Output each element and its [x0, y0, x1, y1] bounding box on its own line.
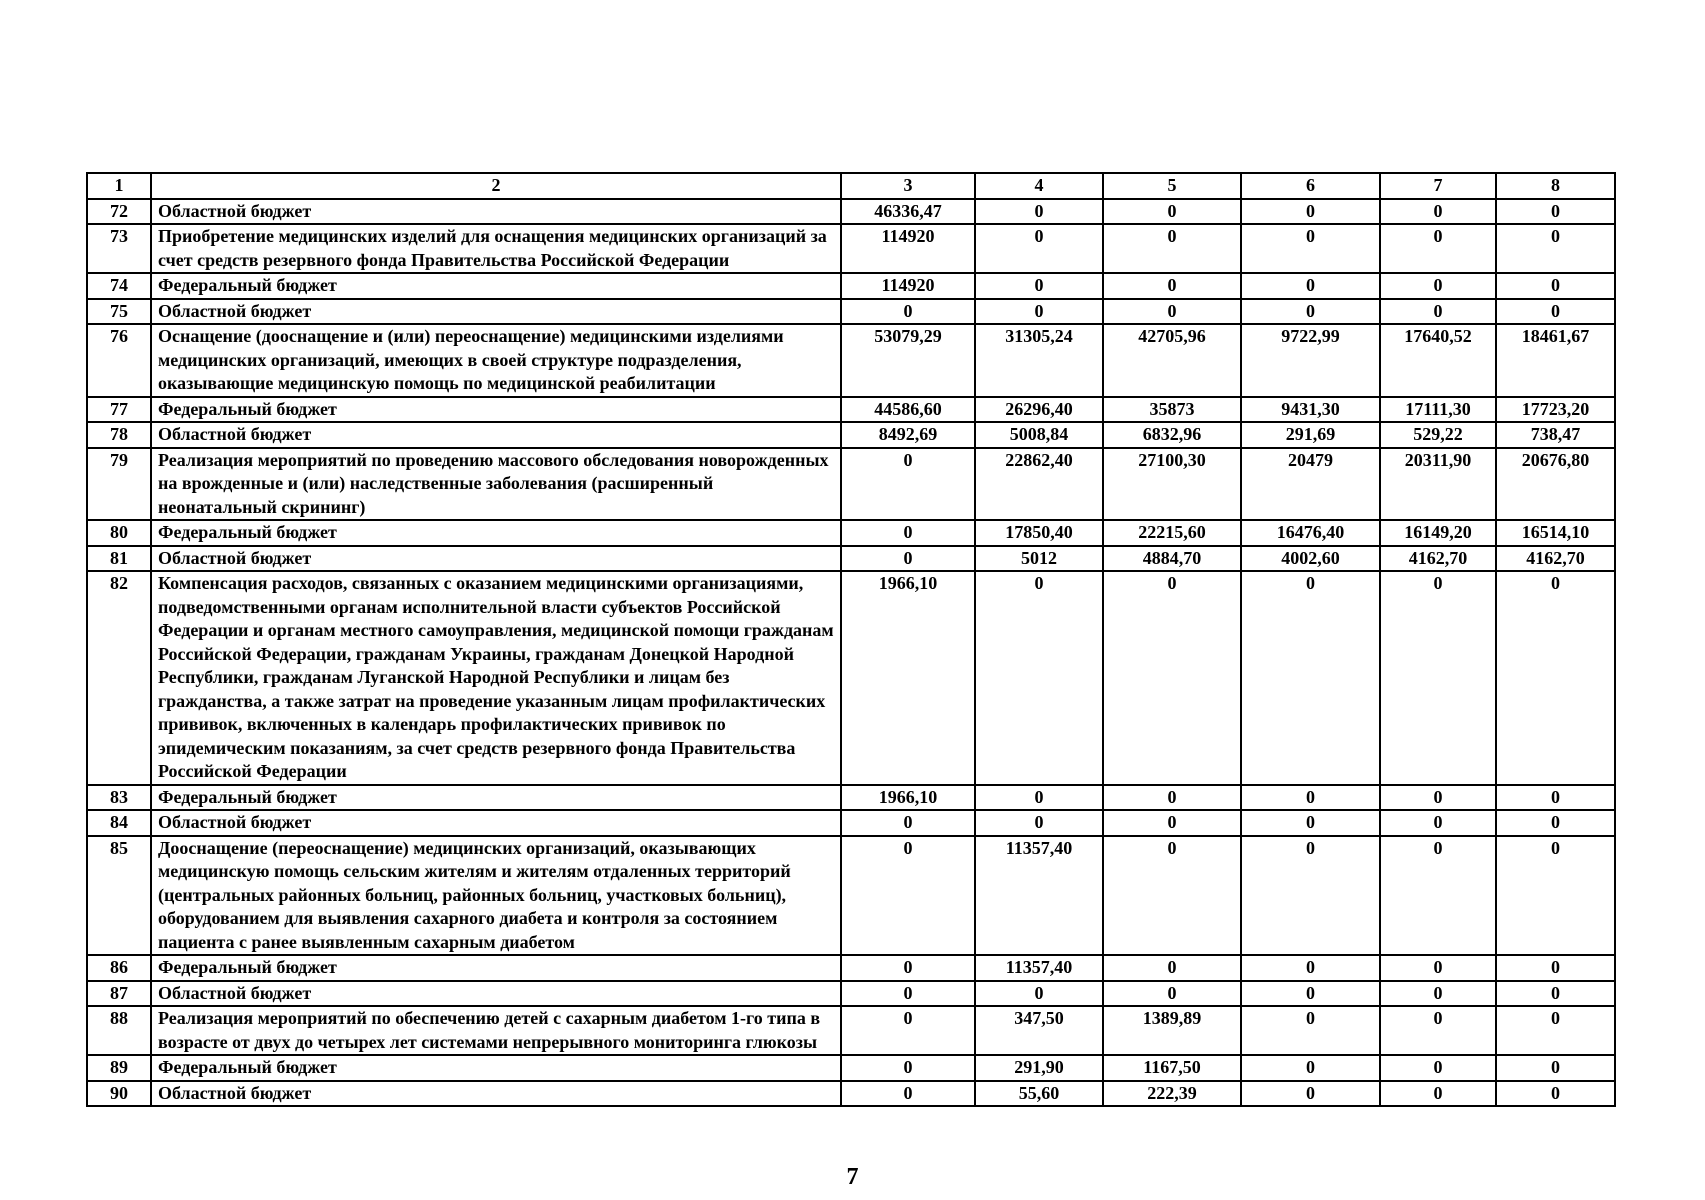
- value-cell: 0: [1496, 273, 1615, 299]
- row-number: 77: [87, 397, 151, 423]
- value-cell: 0: [1103, 571, 1241, 785]
- row-number: 83: [87, 785, 151, 811]
- row-number: 80: [87, 520, 151, 546]
- table-row: [87, 981, 1615, 1007]
- value-cell: 17111,30: [1380, 397, 1496, 423]
- table-row: [87, 448, 1615, 521]
- value-cell: 20676,80: [1496, 448, 1615, 521]
- value-cell: 6832,96: [1103, 422, 1241, 448]
- value-cell: 0: [841, 546, 975, 572]
- row-description: Федеральный бюджет: [151, 273, 841, 299]
- value-cell: 0: [1380, 955, 1496, 981]
- value-cell: 8492,69: [841, 422, 975, 448]
- value-cell: 0: [1241, 1055, 1380, 1081]
- header-cell: 2: [151, 173, 841, 199]
- table-row: [87, 571, 1615, 785]
- value-cell: 0: [841, 1006, 975, 1055]
- value-cell: 0: [975, 224, 1103, 273]
- row-description: Областной бюджет: [151, 199, 841, 225]
- value-cell: 4162,70: [1380, 546, 1496, 572]
- value-cell: 0: [1496, 571, 1615, 785]
- header-cell: 4: [975, 173, 1103, 199]
- value-cell: 0: [1496, 1055, 1615, 1081]
- value-cell: 738,47: [1496, 422, 1615, 448]
- value-cell: 17850,40: [975, 520, 1103, 546]
- value-cell: 0: [1241, 810, 1380, 836]
- value-cell: 291,90: [975, 1055, 1103, 1081]
- value-cell: 0: [841, 836, 975, 956]
- value-cell: 0: [1496, 785, 1615, 811]
- row-number: 81: [87, 546, 151, 572]
- row-description: Реализация мероприятий по обеспечению детей с сахарным диабетом 1-го типа в возрасте от двух до четырех лет системами непрерывного мониторинга глюкозы: [151, 1006, 841, 1055]
- value-cell: 0: [1380, 571, 1496, 785]
- row-description: Федеральный бюджет: [151, 520, 841, 546]
- table-row: [87, 546, 1615, 572]
- row-description: Федеральный бюджет: [151, 785, 841, 811]
- table-row: [87, 836, 1615, 956]
- value-cell: 0: [1241, 571, 1380, 785]
- value-cell: 347,50: [975, 1006, 1103, 1055]
- table-body: [87, 173, 1615, 1106]
- value-cell: 222,39: [1103, 1081, 1241, 1107]
- row-description: Федеральный бюджет: [151, 1055, 841, 1081]
- row-description: Дооснащение (переоснащение) медицинских организаций, оказывающих медицинскую помощь сельским жителям и жителям отдаленных территорий (центральных районных больниц, районных больниц, участковых больниц), оборудованием для выявления сахарного диабета и контроля за состоянием пациента с ранее выявленным сахарным диабетом: [151, 836, 841, 956]
- value-cell: 0: [1241, 836, 1380, 956]
- value-cell: 114920: [841, 224, 975, 273]
- value-cell: 1389,89: [1103, 1006, 1241, 1055]
- value-cell: 17640,52: [1380, 324, 1496, 397]
- header-cell: 3: [841, 173, 975, 199]
- value-cell: 0: [1496, 810, 1615, 836]
- header-cell: 8: [1496, 173, 1615, 199]
- row-description: Областной бюджет: [151, 422, 841, 448]
- value-cell: 0: [1241, 273, 1380, 299]
- value-cell: 0: [975, 571, 1103, 785]
- value-cell: 5012: [975, 546, 1103, 572]
- row-description: Областной бюджет: [151, 981, 841, 1007]
- value-cell: 0: [1380, 199, 1496, 225]
- value-cell: 0: [1103, 199, 1241, 225]
- value-cell: 529,22: [1380, 422, 1496, 448]
- value-cell: 0: [1103, 810, 1241, 836]
- value-cell: 46336,47: [841, 199, 975, 225]
- table-row: [87, 810, 1615, 836]
- value-cell: 0: [1496, 981, 1615, 1007]
- value-cell: 0: [1241, 1081, 1380, 1107]
- value-cell: 11357,40: [975, 836, 1103, 956]
- row-number: 76: [87, 324, 151, 397]
- header-cell: 5: [1103, 173, 1241, 199]
- value-cell: 0: [1103, 785, 1241, 811]
- header-cell: 1: [87, 173, 151, 199]
- table-row: [87, 199, 1615, 225]
- value-cell: 31305,24: [975, 324, 1103, 397]
- value-cell: 16149,20: [1380, 520, 1496, 546]
- table-row: [87, 273, 1615, 299]
- value-cell: 0: [975, 199, 1103, 225]
- value-cell: 1966,10: [841, 571, 975, 785]
- value-cell: 0: [1103, 981, 1241, 1007]
- value-cell: 44586,60: [841, 397, 975, 423]
- value-cell: 42705,96: [1103, 324, 1241, 397]
- value-cell: 0: [1380, 810, 1496, 836]
- value-cell: 0: [1380, 1006, 1496, 1055]
- row-description: Федеральный бюджет: [151, 955, 841, 981]
- value-cell: 0: [841, 955, 975, 981]
- table-row: [87, 397, 1615, 423]
- value-cell: 0: [1103, 955, 1241, 981]
- value-cell: 0: [841, 810, 975, 836]
- value-cell: 0: [975, 810, 1103, 836]
- value-cell: 0: [1496, 299, 1615, 325]
- row-number: 74: [87, 273, 151, 299]
- row-description: Оснащение (дооснащение и (или) переоснащение) медицинскими изделиями медицинских организаций, имеющих в своей структуре подразделения, оказывающие медицинскую помощь по медицинской реабилитации: [151, 324, 841, 397]
- row-number: 85: [87, 836, 151, 956]
- value-cell: 4162,70: [1496, 546, 1615, 572]
- row-number: 78: [87, 422, 151, 448]
- header-row: [87, 173, 1615, 199]
- value-cell: 0: [841, 1081, 975, 1107]
- row-number: 72: [87, 199, 151, 225]
- value-cell: 0: [841, 1055, 975, 1081]
- value-cell: 1167,50: [1103, 1055, 1241, 1081]
- value-cell: 0: [1241, 981, 1380, 1007]
- value-cell: 0: [1380, 299, 1496, 325]
- page-number: 7: [846, 1164, 859, 1190]
- row-number: 89: [87, 1055, 151, 1081]
- value-cell: 0: [1380, 224, 1496, 273]
- table-row: [87, 1081, 1615, 1107]
- value-cell: 0: [1103, 224, 1241, 273]
- budget-table: [86, 172, 1616, 1107]
- value-cell: 53079,29: [841, 324, 975, 397]
- table-row: [87, 299, 1615, 325]
- table-row: [87, 1055, 1615, 1081]
- value-cell: 0: [1241, 955, 1380, 981]
- value-cell: 20311,90: [1380, 448, 1496, 521]
- row-description: Приобретение медицинских изделий для оснащения медицинских организаций за счет средств резервного фонда Правительства Российской Федерации: [151, 224, 841, 273]
- value-cell: 0: [1496, 1006, 1615, 1055]
- value-cell: 0: [1496, 955, 1615, 981]
- value-cell: 4002,60: [1241, 546, 1380, 572]
- header-cell: 6: [1241, 173, 1380, 199]
- value-cell: 0: [841, 299, 975, 325]
- value-cell: 291,69: [1241, 422, 1380, 448]
- value-cell: 0: [1496, 1081, 1615, 1107]
- row-number: 90: [87, 1081, 151, 1107]
- value-cell: 1966,10: [841, 785, 975, 811]
- row-number: 79: [87, 448, 151, 521]
- value-cell: 20479: [1241, 448, 1380, 521]
- value-cell: 5008,84: [975, 422, 1103, 448]
- table-row: [87, 422, 1615, 448]
- value-cell: 16514,10: [1496, 520, 1615, 546]
- value-cell: 22862,40: [975, 448, 1103, 521]
- header-cell: 7: [1380, 173, 1496, 199]
- value-cell: 0: [1380, 1055, 1496, 1081]
- value-cell: 0: [1241, 785, 1380, 811]
- value-cell: 0: [1380, 273, 1496, 299]
- row-description: Реализация мероприятий по проведению массового обследования новорожденных на врожденные и (или) наследственные заболевания (расширенный неонатальный скрининг): [151, 448, 841, 521]
- table-row: [87, 1006, 1615, 1055]
- table-row: [87, 520, 1615, 546]
- value-cell: 35873: [1103, 397, 1241, 423]
- row-description: Областной бюджет: [151, 299, 841, 325]
- row-description: Федеральный бюджет: [151, 397, 841, 423]
- value-cell: 26296,40: [975, 397, 1103, 423]
- value-cell: 27100,30: [1103, 448, 1241, 521]
- value-cell: 0: [1380, 981, 1496, 1007]
- table-row: [87, 324, 1615, 397]
- value-cell: 16476,40: [1241, 520, 1380, 546]
- value-cell: 55,60: [975, 1081, 1103, 1107]
- row-description: Компенсация расходов, связанных с оказанием медицинскими организациями, подведомственными органам исполнительной власти субъектов Российской Федерации и органам местного самоуправления, медицинской помощи гражданам Российской Федерации, гражданам Украины, гражданам Донецкой Народной Республики, гражданам Луганской Народной Республики и лицам без гражданства, а также затрат на проведение указанным лицам профилактических прививок, включенных в календарь профилактических прививок по эпидемическим показаниям, за счет средств резервного фонда Правительства Российской Федерации: [151, 571, 841, 785]
- value-cell: 0: [1241, 224, 1380, 273]
- value-cell: 0: [1496, 224, 1615, 273]
- row-number: 73: [87, 224, 151, 273]
- value-cell: 11357,40: [975, 955, 1103, 981]
- row-number: 84: [87, 810, 151, 836]
- value-cell: 0: [1241, 1006, 1380, 1055]
- row-number: 87: [87, 981, 151, 1007]
- value-cell: 0: [975, 273, 1103, 299]
- row-number: 88: [87, 1006, 151, 1055]
- value-cell: 0: [1241, 299, 1380, 325]
- value-cell: 17723,20: [1496, 397, 1615, 423]
- table-row: [87, 785, 1615, 811]
- value-cell: 0: [1496, 199, 1615, 225]
- value-cell: 0: [1103, 273, 1241, 299]
- table-row: [87, 955, 1615, 981]
- value-cell: 114920: [841, 273, 975, 299]
- value-cell: 4884,70: [1103, 546, 1241, 572]
- value-cell: 0: [1380, 836, 1496, 956]
- value-cell: 0: [841, 448, 975, 521]
- value-cell: 0: [1103, 299, 1241, 325]
- value-cell: 0: [1380, 1081, 1496, 1107]
- value-cell: 0: [1103, 836, 1241, 956]
- row-number: 75: [87, 299, 151, 325]
- row-description: Областной бюджет: [151, 1081, 841, 1107]
- row-description: Областной бюджет: [151, 810, 841, 836]
- table-row: [87, 224, 1615, 273]
- value-cell: 0: [975, 981, 1103, 1007]
- value-cell: 9722,99: [1241, 324, 1380, 397]
- value-cell: 0: [1380, 785, 1496, 811]
- value-cell: 0: [841, 520, 975, 546]
- value-cell: 0: [1496, 836, 1615, 956]
- row-number: 86: [87, 955, 151, 981]
- row-number: 82: [87, 571, 151, 785]
- value-cell: 0: [841, 981, 975, 1007]
- value-cell: 0: [975, 299, 1103, 325]
- value-cell: 22215,60: [1103, 520, 1241, 546]
- value-cell: 0: [975, 785, 1103, 811]
- row-description: Областной бюджет: [151, 546, 841, 572]
- value-cell: 0: [1241, 199, 1380, 225]
- value-cell: 9431,30: [1241, 397, 1380, 423]
- value-cell: 18461,67: [1496, 324, 1615, 397]
